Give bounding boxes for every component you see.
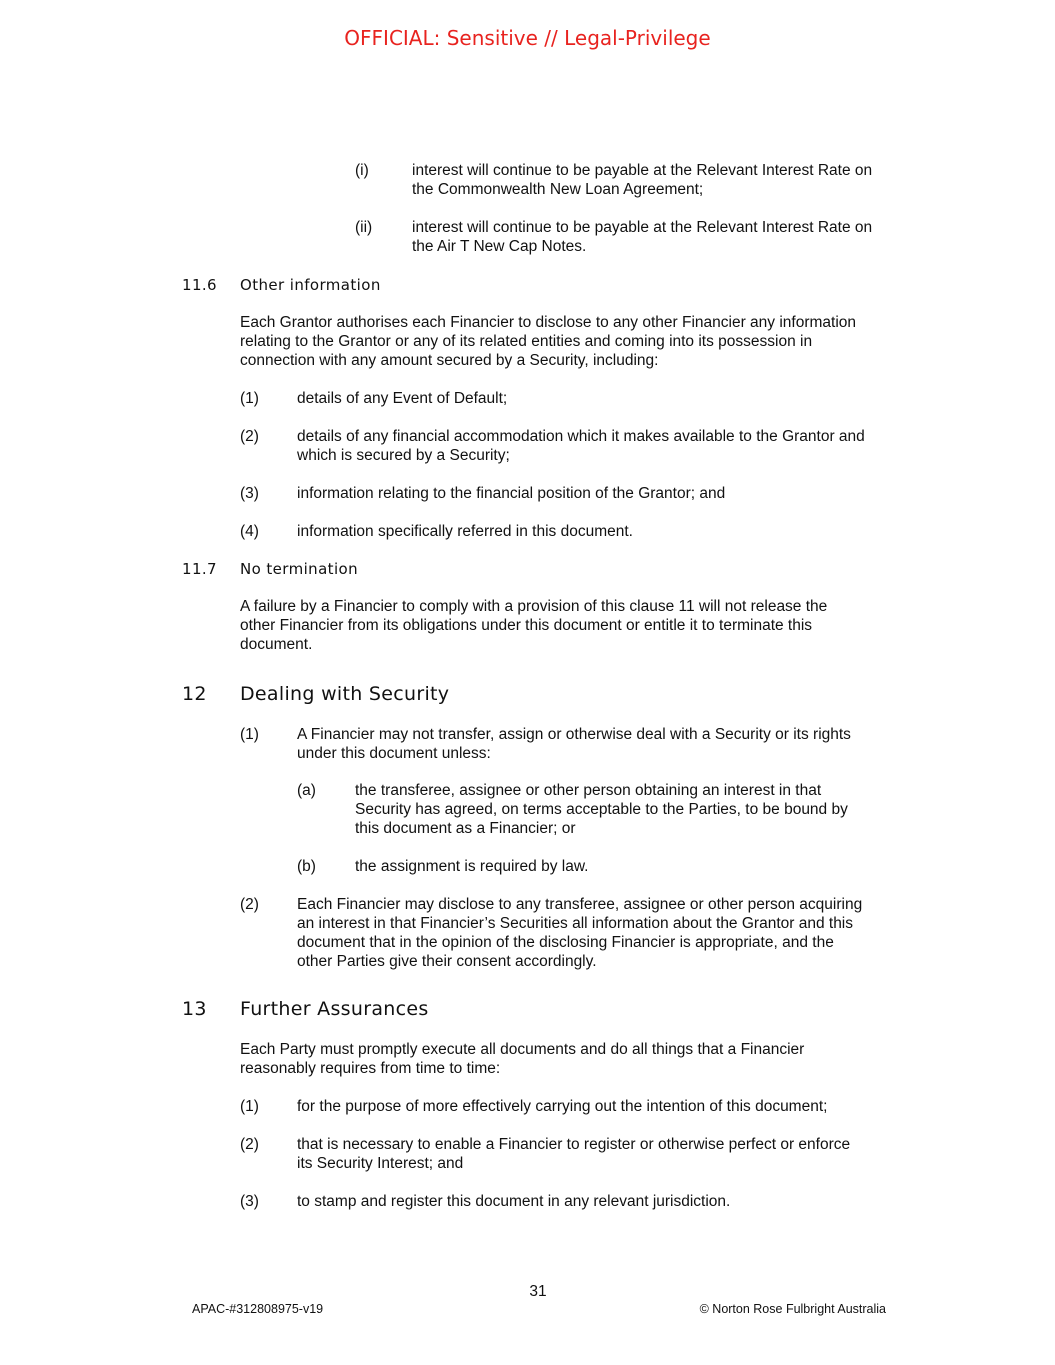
list-item-number: (1) (240, 726, 259, 743)
page-number: 31 (529, 1283, 547, 1300)
list-item-number: (ii) (355, 219, 373, 236)
classification-banner: OFFICIAL: Sensitive // Legal-Privilege (344, 26, 711, 50)
paragraph-line: A failure by a Financier to comply with a provision of this clause 11 will not release the (240, 598, 828, 615)
list-item-text: details of any financial accommodation which it makes available to the Grantor and (297, 428, 865, 445)
list-item-number: (3) (240, 1193, 259, 1210)
list-item-number: (2) (240, 1136, 259, 1153)
list-item-text: document that in the opinion of the disclosing Financier is appropriate, and the (297, 934, 834, 951)
list-item-text: which is secured by a Security; (297, 447, 510, 464)
section-heading: Other information (240, 276, 381, 294)
document-reference: APAC-#312808975-v19 (192, 1302, 324, 1316)
sub-item-number: (a) (297, 782, 316, 799)
sub-item-text: the transferee, assignee or other person obtaining an interest in that (355, 782, 822, 799)
copyright-notice: © Norton Rose Fulbright Australia (699, 1302, 886, 1316)
section-number: 12 (182, 683, 207, 705)
section-heading: Further Assurances (240, 998, 429, 1020)
paragraph-line: document. (240, 636, 313, 653)
list-item-text: information relating to the financial position of the Grantor; and (297, 485, 726, 502)
list-item-text: other Parties give their consent accordingly. (297, 953, 597, 970)
list-item-text: details of any Event of Default; (297, 390, 508, 407)
list-item-text: the Air T New Cap Notes. (412, 238, 587, 255)
paragraph-line: reasonably requires from time to time: (240, 1060, 501, 1077)
sub-item-text: the assignment is required by law. (355, 858, 589, 875)
list-item-text: to stamp and register this document in any relevant jurisdiction. (297, 1193, 731, 1210)
list-item-text: interest will continue to be payable at the Relevant Interest Rate on (412, 162, 873, 179)
list-item-text: its Security Interest; and (297, 1155, 464, 1172)
list-item-text: for the purpose of more effectively carrying out the intention of this document; (297, 1098, 828, 1115)
list-item-number: (1) (240, 1098, 259, 1115)
section-heading: No termination (240, 560, 358, 578)
section-number: 11.6 (182, 276, 217, 294)
list-item-text: information specifically referred in this document. (297, 523, 633, 540)
sub-item-number: (b) (297, 858, 316, 875)
list-item-text: interest will continue to be payable at the Relevant Interest Rate on (412, 219, 873, 236)
list-item-text: Each Financier may disclose to any transferee, assignee or other person acquiring (297, 896, 863, 913)
paragraph-line: connection with any amount secured by a Security, including: (240, 352, 659, 369)
sub-item-text: this document as a Financier; or (355, 820, 576, 837)
section-number: 13 (182, 998, 207, 1020)
sub-item-text: Security has agreed, on terms acceptable to the Parties, to be bound by (355, 801, 848, 818)
list-item-number: (1) (240, 390, 259, 407)
section-number: 11.7 (182, 560, 217, 578)
paragraph-line: Each Party must promptly execute all documents and do all things that a Financier (240, 1041, 805, 1058)
list-item-text: that is necessary to enable a Financier to register or otherwise perfect or enforce (297, 1136, 851, 1153)
list-item-number: (3) (240, 485, 259, 502)
list-item-number: (2) (240, 896, 259, 913)
list-item-number: (2) (240, 428, 259, 445)
paragraph-line: Each Grantor authorises each Financier to disclose to any other Financier any information (240, 314, 857, 331)
list-item-text: the Commonwealth New Loan Agreement; (412, 181, 704, 198)
list-item-number: (i) (355, 162, 369, 179)
list-item-text: under this document unless: (297, 745, 491, 762)
list-item-text: A Financier may not transfer, assign or otherwise deal with a Security or its rights (297, 726, 851, 743)
paragraph-line: relating to the Grantor or any of its related entities and coming into its possession in (240, 333, 813, 350)
section-heading: Dealing with Security (240, 683, 450, 705)
list-item-number: (4) (240, 523, 259, 540)
list-item-text: an interest in that Financier’s Securities all information about the Grantor and this (297, 915, 854, 932)
paragraph-line: other Financier from its obligations under this document or entitle it to terminate this (240, 617, 813, 634)
